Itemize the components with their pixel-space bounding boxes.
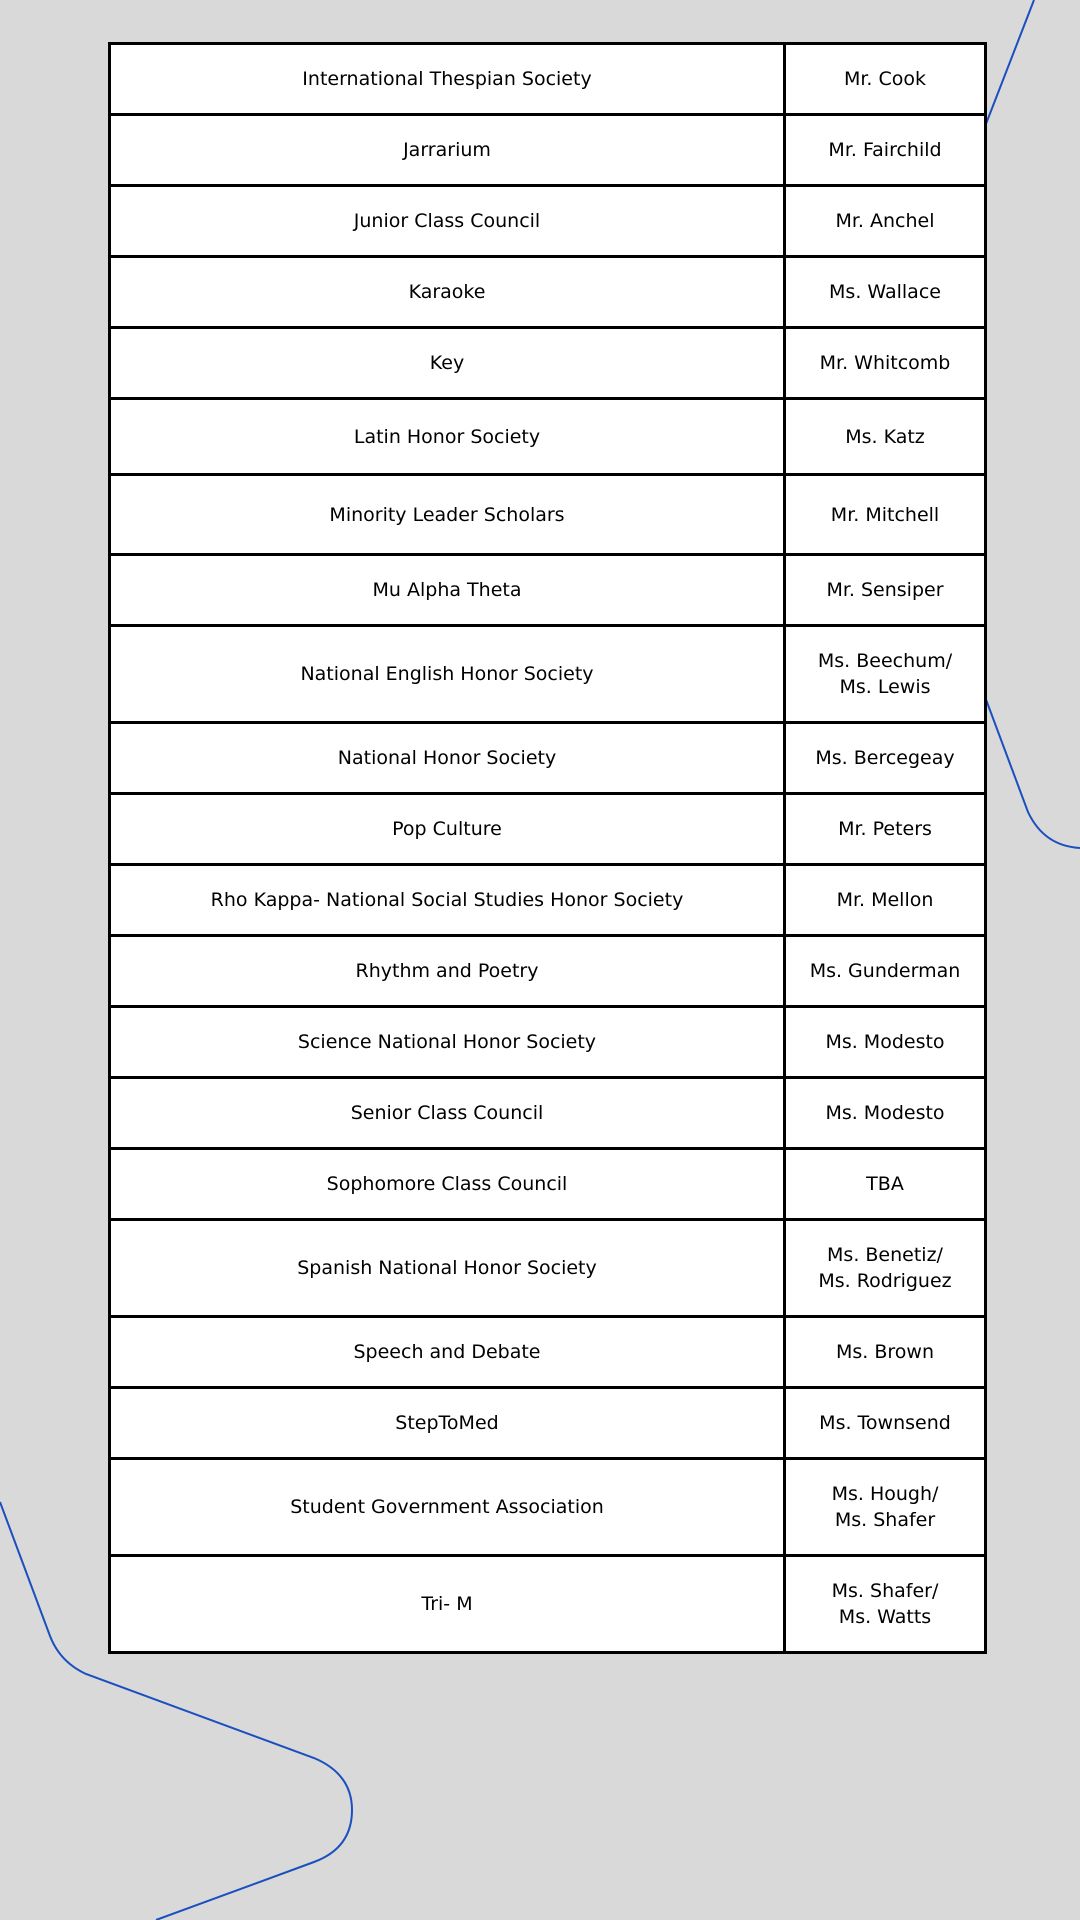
club-name-cell: Sophomore Class Council [110, 1149, 785, 1220]
advisor-name-line: Ms. Modesto [825, 1031, 945, 1053]
advisor-name-line: Mr. Fairchild [828, 139, 942, 161]
table-row [110, 399, 986, 475]
club-name-cell: Latin Honor Society [110, 399, 785, 475]
advisor-cell [785, 1388, 986, 1459]
advisor-name-line: Mr. Whitcomb [819, 352, 951, 374]
club-name-cell: Tri- M [110, 1556, 785, 1653]
advisor-cell [785, 115, 986, 186]
table-row [110, 626, 986, 723]
advisor-cell [785, 1459, 986, 1556]
advisor-name-line: Ms. Shafer/ [831, 1580, 939, 1602]
advisor-name-line: Mr. Sensiper [826, 579, 944, 601]
advisor-name-line: Ms. Lewis [839, 676, 931, 698]
advisor-cell [785, 794, 986, 865]
advisor-name-line: Ms. Beechum/ [817, 650, 953, 672]
table-row [110, 1317, 986, 1388]
table-row [110, 1459, 986, 1556]
table-row [110, 44, 986, 115]
club-name-cell: Speech and Debate [110, 1317, 785, 1388]
club-name-cell: Minority Leader Scholars [110, 475, 785, 555]
table-row [110, 475, 986, 555]
advisor-cell [785, 475, 986, 555]
advisor-cell [785, 1078, 986, 1149]
advisor-name-line: Ms. Bercegeay [815, 747, 955, 769]
advisor-name-line: Ms. Gunderman [809, 960, 961, 982]
advisor-name-line: Mr. Peters [838, 818, 932, 840]
advisor-name-line: Ms. Townsend [819, 1412, 951, 1434]
advisor-cell [785, 1317, 986, 1388]
clubs-advisors-table [108, 42, 987, 1654]
advisor-name-line: Ms. Katz [845, 425, 925, 448]
table-row [110, 1149, 986, 1220]
club-name-cell: International Thespian Society [110, 44, 785, 115]
club-name-cell: Mu Alpha Theta [110, 555, 785, 626]
club-name-cell: Science National Honor Society [110, 1007, 785, 1078]
table-row [110, 1556, 986, 1653]
table-row [110, 1078, 986, 1149]
advisor-name-line: Mr. Mellon [836, 889, 934, 911]
advisor-cell [785, 44, 986, 115]
table-row [110, 1388, 986, 1459]
table-row [110, 1007, 986, 1078]
advisor-name-line: Ms. Brown [835, 1341, 934, 1363]
advisor-name-line: Ms. Modesto [825, 1102, 945, 1124]
top-right-decorative-line [972, 0, 1080, 848]
table-row [110, 936, 986, 1007]
table-row [110, 723, 986, 794]
advisor-cell [785, 399, 986, 475]
advisor-cell [785, 626, 986, 723]
advisor-cell [785, 555, 986, 626]
table-row [110, 257, 986, 328]
advisor-cell [785, 865, 986, 936]
club-name-cell: Jarrarium [110, 115, 785, 186]
advisor-cell [785, 1220, 986, 1317]
advisor-name-line: Ms. Hough/ [831, 1483, 939, 1505]
advisor-cell [785, 328, 986, 399]
club-name-cell: Pop Culture [110, 794, 785, 865]
club-name-cell: Junior Class Council [110, 186, 785, 257]
advisor-name-line: Ms. Rodriguez [818, 1270, 952, 1292]
advisor-name-line: Ms. Watts [838, 1606, 932, 1628]
advisor-cell [785, 723, 986, 794]
advisor-cell [785, 186, 986, 257]
club-name-cell: National English Honor Society [110, 626, 785, 723]
table-row [110, 328, 986, 399]
advisor-cell [785, 1007, 986, 1078]
club-name-cell: Senior Class Council [110, 1078, 785, 1149]
advisor-name-line: Mr. Cook [843, 68, 927, 90]
table-row [110, 186, 986, 257]
club-name-cell: StepToMed [110, 1388, 785, 1459]
advisor-name-line: Mr. Mitchell [830, 503, 940, 526]
table-row [110, 115, 986, 186]
advisor-name-line: Mr. Anchel [835, 210, 935, 232]
club-name-cell: National Honor Society [110, 723, 785, 794]
advisor-name-line: TBA [866, 1173, 904, 1195]
club-name-cell: Student Government Association [110, 1459, 785, 1556]
advisor-name-line: Ms. Shafer [834, 1509, 936, 1531]
club-name-cell: Spanish National Honor Society [110, 1220, 785, 1317]
table-row [110, 1220, 986, 1317]
club-name-cell: Karaoke [110, 257, 785, 328]
advisor-cell [785, 1149, 986, 1220]
club-name-cell: Rho Kappa- National Social Studies Honor Society [110, 865, 785, 936]
advisor-cell [785, 1556, 986, 1653]
advisor-cell [785, 936, 986, 1007]
advisor-name-line: Ms. Benetiz/ [827, 1244, 943, 1266]
advisor-cell [785, 257, 986, 328]
table-row [110, 865, 986, 936]
advisor-name-line: Ms. Wallace [829, 281, 941, 303]
club-name-cell: Rhythm and Poetry [110, 936, 785, 1007]
table-row [110, 555, 986, 626]
club-name-cell: Key [110, 328, 785, 399]
table-row [110, 794, 986, 865]
